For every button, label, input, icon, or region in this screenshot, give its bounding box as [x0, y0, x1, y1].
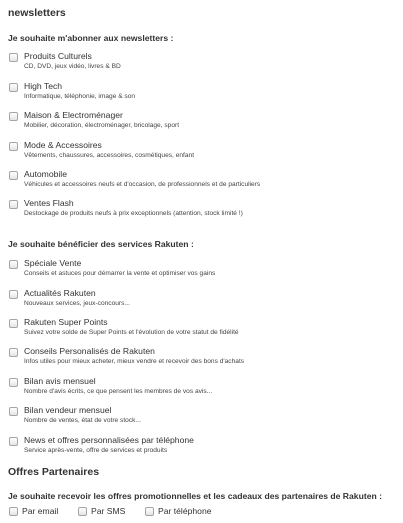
- partner-option-telephone[interactable]: [144, 506, 219, 518]
- newsletters-title: newsletters: [8, 7, 66, 19]
- option-description: Infos utiles pour mieux acheter, mieux vendre et recevoir des bons d'achats: [24, 358, 245, 365]
- option-label: Mode & Accessoires: [24, 140, 102, 150]
- option-label: Ventes Flash: [24, 198, 74, 208]
- newsletter-option-produits-culturels[interactable]: [8, 51, 398, 77]
- service-option-conseils[interactable]: [8, 346, 398, 372]
- checkbox[interactable]: [9, 171, 18, 180]
- option-label: Par SMS: [91, 506, 126, 516]
- checkbox[interactable]: [145, 507, 154, 516]
- service-option-speciale-vente[interactable]: [8, 258, 398, 284]
- checkbox[interactable]: [9, 348, 18, 357]
- option-label: Rakuten Super Points: [24, 317, 108, 327]
- newsletter-option-maison[interactable]: [8, 110, 398, 136]
- newsletter-option-ventes-flash[interactable]: [8, 198, 398, 224]
- partner-option-email[interactable]: [8, 506, 68, 518]
- option-label: Bilan avis mensuel: [24, 376, 96, 386]
- option-description: Mobilier, décoration, électroménager, bricolage, sport: [24, 122, 180, 129]
- checkbox[interactable]: [9, 112, 18, 121]
- option-label: Produits Culturels: [24, 51, 92, 61]
- option-description: Nombre d'avis écrits, ce que pensent les membres de vos avis...: [24, 388, 213, 395]
- option-description: Conseils et astuces pour démarrer la vente et optimiser vos gains: [24, 270, 216, 277]
- option-label: Automobile: [24, 169, 67, 179]
- newsletter-option-automobile[interactable]: [8, 169, 398, 195]
- option-label: Par email: [22, 506, 59, 516]
- option-label: News et offres personnalisées par téléphone: [24, 435, 194, 445]
- option-description: Nouveaux services, jeux-concours...: [24, 300, 130, 307]
- checkbox[interactable]: [9, 437, 18, 446]
- newsletters-subscribe-label: Je souhaite m'abonner aux newsletters :: [8, 33, 174, 43]
- newsletter-option-mode[interactable]: [8, 140, 398, 166]
- service-option-actualites[interactable]: [8, 288, 398, 314]
- option-label: Bilan vendeur mensuel: [24, 405, 112, 415]
- option-label: High Tech: [24, 81, 63, 91]
- partners-title: Offres Partenaires: [8, 466, 100, 478]
- option-description: Vêtements, chaussures, accessoires, cosmétiques, enfant: [24, 152, 195, 159]
- checkbox[interactable]: [78, 507, 87, 516]
- service-option-bilan-vendeur[interactable]: [8, 405, 398, 431]
- checkbox[interactable]: [9, 290, 18, 299]
- option-description: Nombre de ventes, état de votre stock...: [24, 417, 141, 424]
- checkbox[interactable]: [9, 200, 18, 209]
- option-description: Service après-vente, offre de services et produits: [24, 447, 168, 454]
- checkbox[interactable]: [9, 83, 18, 92]
- option-description: Véhicules et accessoires neufs et d'occasion, de professionnels et de particuliers: [24, 181, 261, 188]
- option-description: Destockage de produits neufs à prix exceptionnels (attention, stock limité !): [24, 210, 243, 217]
- checkbox[interactable]: [9, 378, 18, 387]
- option-label: Spéciale Vente: [24, 258, 82, 268]
- checkbox[interactable]: [9, 407, 18, 416]
- partners-label: Je souhaite recevoir les offres promotionnelles et les cadeaux des partenaires de Rakuten :: [8, 491, 382, 501]
- checkbox[interactable]: [9, 507, 18, 516]
- option-label: Maison & Electroménager: [24, 110, 123, 120]
- newsletter-option-high-tech[interactable]: [8, 81, 398, 107]
- service-option-bilan-avis[interactable]: [8, 376, 398, 402]
- service-option-news-telephone[interactable]: [8, 435, 398, 461]
- option-label: Actualités Rakuten: [24, 288, 96, 298]
- option-label: Conseils Personalisés de Rakuten: [24, 346, 155, 356]
- services-label: Je souhaite bénéficier des services Rakuten :: [8, 239, 194, 249]
- checkbox[interactable]: [9, 142, 18, 151]
- checkbox[interactable]: [9, 260, 18, 269]
- option-description: Informatique, téléphonie, image & son: [24, 93, 136, 100]
- option-description: CD, DVD, jeux vidéo, livres & BD: [24, 63, 121, 70]
- option-description: Suivez votre solde de Super Points et l'évolution de votre statut de fidélité: [24, 329, 239, 336]
- service-option-super-points[interactable]: [8, 317, 398, 343]
- checkbox[interactable]: [9, 319, 18, 328]
- option-label: Par téléphone: [158, 506, 212, 516]
- partner-option-sms[interactable]: [77, 506, 132, 518]
- checkbox[interactable]: [9, 53, 18, 62]
